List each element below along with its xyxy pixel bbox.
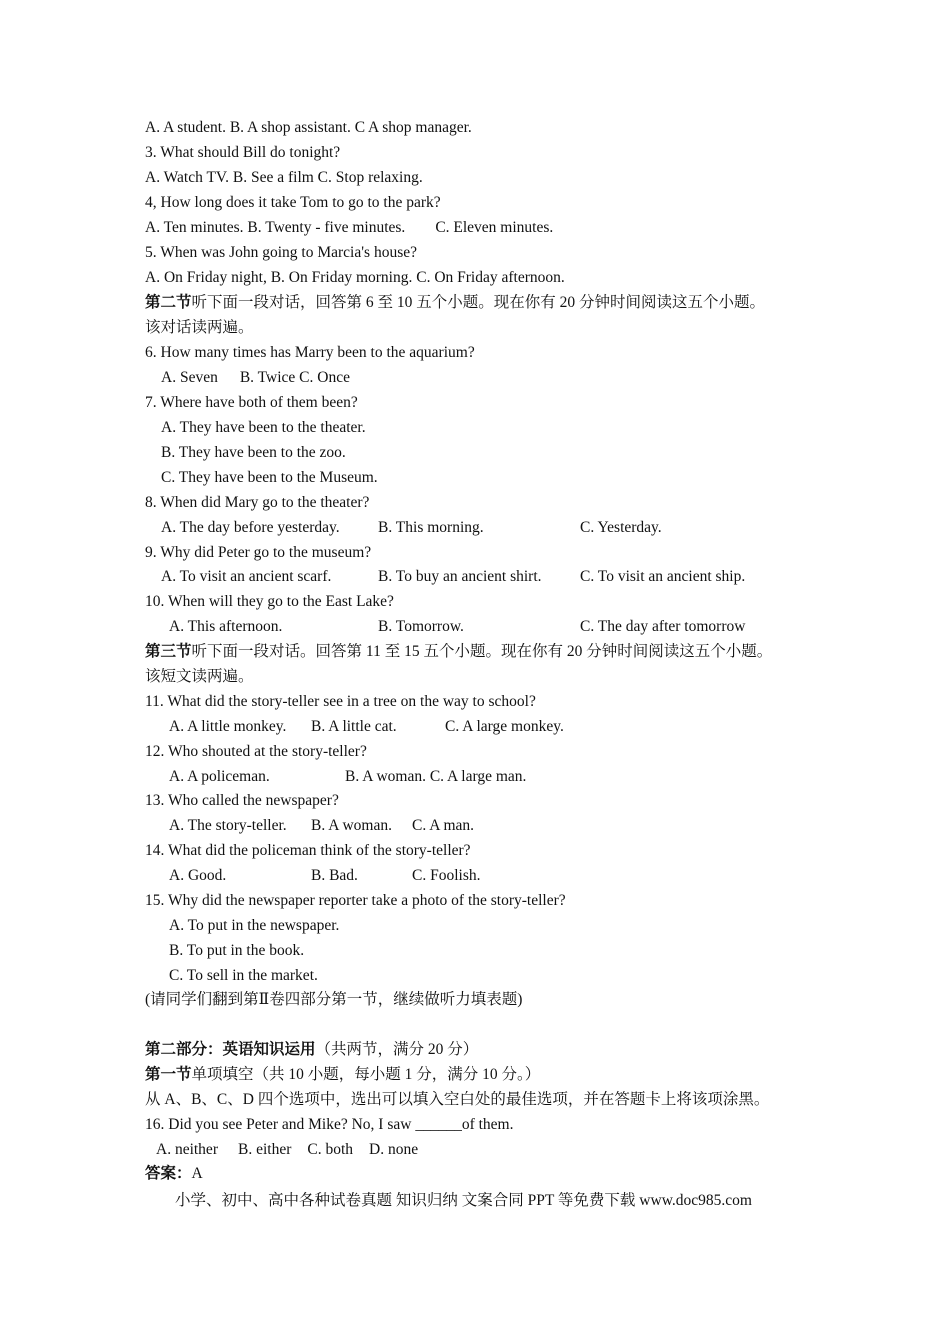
q2-options: A. A student. B. A shop assistant. C A shop manager. [145, 119, 472, 136]
q14-question: 14. What did the policeman think of the story-teller? [145, 842, 471, 859]
q4-option-ab: A. Ten minutes. B. Twenty - five minutes. [145, 219, 406, 236]
q11-option-a: A. A little monkey. [169, 718, 287, 735]
q13-option-a: A. The story-teller. [169, 817, 287, 834]
section-2-instructions: 听下面一段对话，回答第 6 至 10 五个小题。现在你有 20 分钟时间阅读这五个小题。 [191, 294, 766, 311]
q7-option-b: B. They have been to the zoo. [161, 444, 346, 461]
q7-question: 7. Where have both of them been? [145, 394, 358, 411]
q13-option-b: B. A woman. [311, 817, 392, 834]
section-3-note: 该短文读两遍。 [145, 668, 254, 685]
q9-option-c: C. To visit an ancient ship. [580, 568, 746, 585]
q7-option-a: A. They have been to the theater. [161, 419, 366, 436]
answer-value: A [191, 1165, 203, 1182]
q15-option-c: C. To sell in the market. [169, 967, 318, 984]
q15-option-a: A. To put in the newspaper. [169, 917, 340, 934]
q4-question: 4, How long does it take Tom to go to the park? [145, 194, 441, 211]
q3-options: A. Watch TV. B. See a film C. Stop relaxing. [145, 169, 423, 186]
part-2-section-1-instructions: 单项填空（共 10 小题，每小题 1 分，满分 10 分。） [191, 1066, 541, 1083]
q14-option-a: A. Good. [169, 867, 227, 884]
section-3-heading [145, 639, 772, 664]
part-2-score: （共两节，满分 20 分） [315, 1041, 479, 1058]
q9-option-b: B. To buy an ancient shirt. [378, 568, 542, 585]
section-2-label: 第二节 [145, 294, 192, 311]
listening-note: (请同学们翻到第Ⅱ卷四部分第一节，继续做听力填表题) [145, 991, 523, 1008]
q4-option-c: C. Eleven minutes. [435, 219, 554, 236]
q9-option-a: A. To visit an ancient scarf. [161, 568, 332, 585]
part-2-directions: 从 A、B、C、D 四个选项中，选出可以填入空白处的最佳选项，并在答题卡上将该项涂黑。 [145, 1091, 770, 1108]
section-3-instructions: 听下面一段对话。回答第 11 至 15 五个小题。现在你有 20 分钟时间阅读这五个小题。 [191, 643, 773, 660]
q9-question: 9. Why did Peter go to the museum? [145, 544, 372, 561]
q10-option-a: A. This afternoon. [169, 618, 283, 635]
q16-options [156, 1137, 418, 1162]
q16-option-a: A. neither [156, 1141, 218, 1158]
part-2-section-1-label: 第一节 [145, 1066, 192, 1083]
q15-option-b: B. To put in the book. [169, 942, 305, 959]
q8-question: 8. When did Mary go to the theater? [145, 494, 370, 511]
q8-option-a: A. The day before yesterday. [161, 519, 340, 536]
q14-option-b: B. Bad. [311, 867, 358, 884]
section-2-note: 该对话读两遍。 [145, 319, 254, 336]
q5-question: 5. When was John going to Marcia's house? [145, 244, 417, 261]
q8-option-c: C. Yesterday. [580, 519, 662, 536]
page-footer: 小学、初中、高中各种试卷真题 知识归纳 文案合同 PPT 等免费下载 www.doc985.com [175, 1192, 752, 1209]
part-2-section-1-heading [145, 1062, 540, 1087]
q16-option-b: B. either [237, 1141, 292, 1158]
q12-option-bc: B. A woman. C. A large man. [345, 768, 527, 785]
q3-question: 3. What should Bill do tonight? [145, 144, 341, 161]
q8-option-b: B. This morning. [378, 519, 484, 536]
q10-question: 10. When will they go to the East Lake? [145, 593, 394, 610]
answer-label: 答案： [145, 1165, 192, 1182]
q16-question: 16. Did you see Peter and Mike? No, I saw ______of them. [145, 1116, 514, 1133]
q5-options: A. On Friday night, B. On Friday morning. C. On Friday afternoon. [145, 269, 565, 286]
q11-option-c: C. A large monkey. [445, 718, 564, 735]
q14-option-c: C. Foolish. [412, 867, 481, 884]
q16-answer [145, 1161, 203, 1186]
q15-question: 15. Why did the newspaper reporter take a photo of the story-teller? [145, 892, 566, 909]
q13-question: 13. Who called the newspaper? [145, 792, 339, 809]
part-2-heading [145, 1037, 478, 1062]
q16-option-d: D. none [369, 1141, 419, 1158]
q11-option-b: B. A little cat. [311, 718, 397, 735]
section-3-label: 第三节 [145, 643, 192, 660]
q11-question: 11. What did the story-teller see in a tree on the way to school? [145, 693, 536, 710]
q6-question: 6. How many times has Marry been to the aquarium? [145, 344, 475, 361]
q16-option-c: C. both [307, 1141, 354, 1158]
q6-options: A. Seven B. Twice C. Once [161, 369, 350, 386]
q10-option-c: C. The day after tomorrow [580, 618, 746, 635]
q4-options [145, 215, 553, 240]
q12-question: 12. Who shouted at the story-teller? [145, 743, 367, 760]
q12-option-a: A. A policeman. [169, 768, 270, 785]
q13-option-c: C. A man. [412, 817, 475, 834]
q7-option-c: C. They have been to the Museum. [161, 469, 378, 486]
part-2-label: 第二部分：英语知识运用 [145, 1041, 316, 1058]
q10-option-b: B. Tomorrow. [378, 618, 464, 635]
section-2-heading [145, 290, 765, 315]
